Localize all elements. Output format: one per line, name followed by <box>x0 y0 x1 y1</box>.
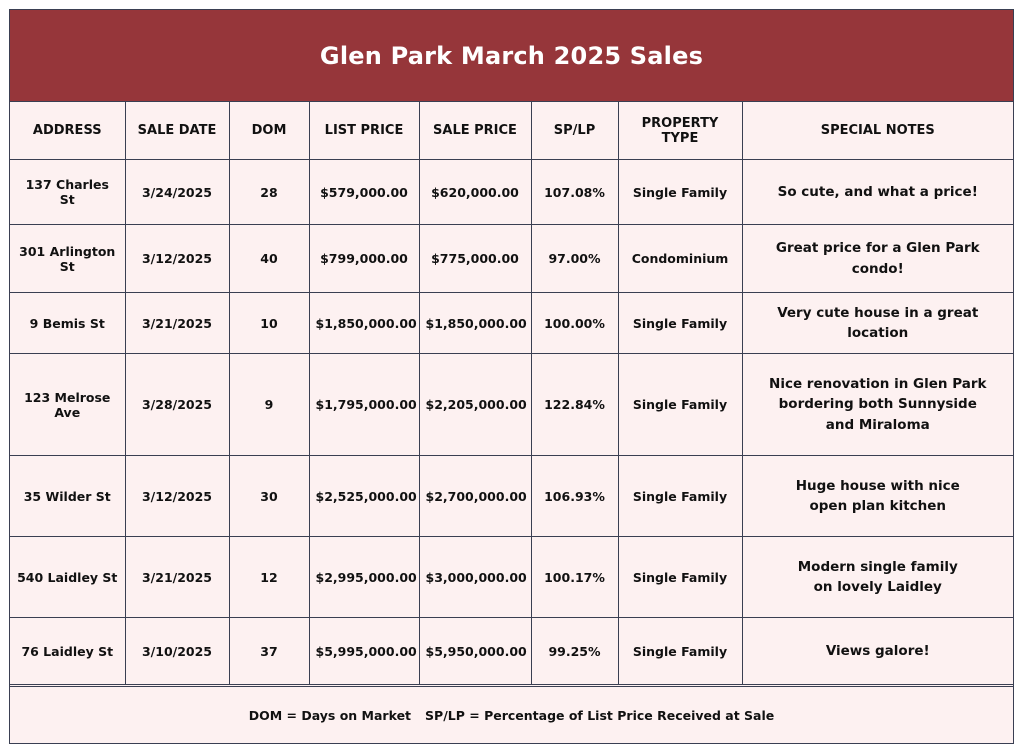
cell-sale-price: $620,000.00 <box>419 160 531 225</box>
cell-special-notes <box>742 618 1013 685</box>
table-row <box>10 537 1013 618</box>
cell-dom: 9 <box>229 354 309 456</box>
cell-address: 123 Melrose Ave <box>10 354 125 456</box>
table-row <box>10 456 1013 537</box>
cell-sp-lp: 106.93% <box>531 456 618 537</box>
note-line: and Miraloma <box>825 416 930 433</box>
cell-dom: 40 <box>229 225 309 293</box>
sales-sheet <box>9 9 1014 744</box>
dom-legend: DOM = Days on Market <box>248 707 412 723</box>
cell-list-price: $1,795,000.00 <box>309 354 419 456</box>
cell-property-type: Single Family <box>618 618 742 685</box>
cell-address: 540 Laidley St <box>10 537 125 618</box>
cell-special-notes <box>742 354 1013 456</box>
cell-special-notes <box>742 456 1013 537</box>
cell-special-notes <box>742 293 1013 354</box>
cell-sp-lp: 100.00% <box>531 293 618 354</box>
cell-property-type: Single Family <box>618 456 742 537</box>
cell-sale-date: 3/24/2025 <box>125 160 229 225</box>
cell-sale-price: $2,205,000.00 <box>419 354 531 456</box>
cell-special-notes <box>742 160 1013 225</box>
table-row <box>10 225 1013 293</box>
cell-dom: 37 <box>229 618 309 685</box>
cell-special-notes <box>742 537 1013 618</box>
note-line: open plan kitchen <box>809 498 947 514</box>
table-row <box>10 160 1013 225</box>
column-header-sp-lp: SP/LP <box>531 102 618 160</box>
note-line: bordering both Sunnyside <box>778 396 977 413</box>
cell-sale-price: $3,000,000.00 <box>419 537 531 618</box>
cell-sp-lp: 99.25% <box>531 618 618 685</box>
note-line: Huge house with nice <box>795 477 960 494</box>
cell-dom: 12 <box>229 537 309 618</box>
cell-dom: 10 <box>229 293 309 354</box>
cell-property-type: Single Family <box>618 537 742 618</box>
note-line: Modern single family <box>797 558 958 575</box>
cell-list-price: $5,995,000.00 <box>309 618 419 685</box>
note-line: Great price for a Glen Park condo! <box>775 240 980 277</box>
cell-sale-price: $775,000.00 <box>419 225 531 293</box>
column-header-special-notes: SPECIAL NOTES <box>742 102 1013 160</box>
note-line: So cute, and what a price! <box>777 183 978 200</box>
cell-sp-lp: 107.08% <box>531 160 618 225</box>
note-line: Views galore! <box>825 642 930 659</box>
cell-address: 35 Wilder St <box>10 456 125 537</box>
note-line: Nice renovation in Glen Park <box>769 376 987 393</box>
title-bar <box>10 10 1013 102</box>
cell-special-notes <box>742 225 1013 293</box>
cell-address: 301 Arlington St <box>10 225 125 293</box>
cell-sale-date: 3/21/2025 <box>125 537 229 618</box>
cell-sale-date: 3/28/2025 <box>125 354 229 456</box>
cell-list-price: $1,850,000.00 <box>309 293 419 354</box>
cell-address: 76 Laidley St <box>10 618 125 685</box>
column-header-property-type: PROPERTY TYPE <box>618 102 742 160</box>
cell-sale-date: 3/10/2025 <box>125 618 229 685</box>
column-header-address: ADDRESS <box>10 102 125 160</box>
table-row <box>10 618 1013 685</box>
cell-property-type: Single Family <box>618 293 742 354</box>
cell-sale-price: $5,950,000.00 <box>419 618 531 685</box>
table-header-row <box>10 102 1013 160</box>
cell-list-price: $2,525,000.00 <box>309 456 419 537</box>
cell-list-price: $2,995,000.00 <box>309 537 419 618</box>
cell-sale-date: 3/21/2025 <box>125 293 229 354</box>
cell-sale-price: $2,700,000.00 <box>419 456 531 537</box>
legend-footer <box>10 686 1013 743</box>
note-line: Very cute house in a great location <box>777 304 979 341</box>
column-header-sale-price: SALE PRICE <box>419 102 531 160</box>
column-header-sale-date: SALE DATE <box>125 102 229 160</box>
cell-list-price: $799,000.00 <box>309 225 419 293</box>
note-line: on lovely Laidley <box>813 579 942 595</box>
page-title: Glen Park March 2025 Sales <box>319 41 704 70</box>
cell-dom: 28 <box>229 160 309 225</box>
cell-property-type: Single Family <box>618 160 742 225</box>
cell-property-type: Single Family <box>618 354 742 456</box>
cell-sp-lp: 100.17% <box>531 537 618 618</box>
cell-address: 9 Bemis St <box>10 293 125 354</box>
table-row <box>10 354 1013 456</box>
cell-sp-lp: 122.84% <box>531 354 618 456</box>
cell-address: 137 Charles St <box>10 160 125 225</box>
table-row <box>10 293 1013 354</box>
cell-sale-date: 3/12/2025 <box>125 225 229 293</box>
cell-sale-price: $1,850,000.00 <box>419 293 531 354</box>
cell-list-price: $579,000.00 <box>309 160 419 225</box>
column-header-list-price: LIST PRICE <box>309 102 419 160</box>
cell-property-type: Condominium <box>618 225 742 293</box>
sp-lp-legend: SP/LP = Percentage of List Price Received at Sale <box>425 707 775 723</box>
sales-table <box>10 102 1013 685</box>
cell-dom: 30 <box>229 456 309 537</box>
cell-sp-lp: 97.00% <box>531 225 618 293</box>
cell-sale-date: 3/12/2025 <box>125 456 229 537</box>
column-header-dom: DOM <box>229 102 309 160</box>
